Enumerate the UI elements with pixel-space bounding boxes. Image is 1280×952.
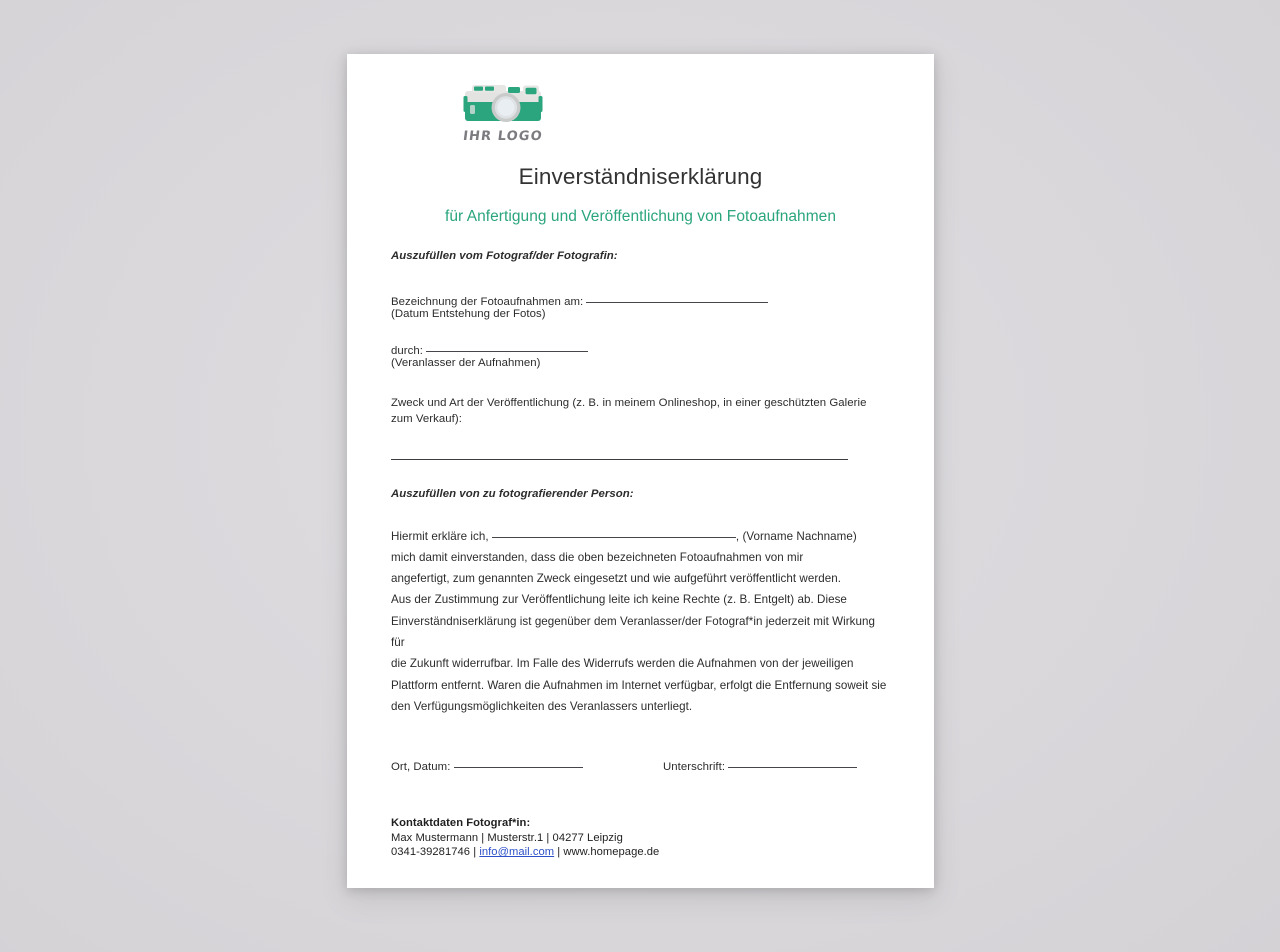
purpose-answer-rule[interactable]: [391, 459, 848, 460]
declaration-intro: Hiermit erkläre ich,: [391, 529, 489, 543]
footer-address: Max Mustermann | Musterstr.1 | 04277 Leipzig: [391, 831, 623, 844]
footer-contact-line: [391, 845, 659, 860]
logo-wordmark: IHR LOGO: [462, 129, 544, 144]
footer-phone: 0341-39281746: [391, 846, 471, 859]
signature-field: [663, 758, 857, 773]
declaration-line: mich damit einverstanden, dass die oben bezeichneten Fotoaufnahmen von mir: [391, 550, 804, 564]
document-page: [347, 54, 934, 888]
footer-separator-1: |: [470, 846, 480, 859]
declaration-line: die Zukunft widerrufbar. Im Falle des Widerrufs werden die Aufnahmen von der jeweiligen: [391, 657, 854, 671]
declaration-name-hint: , (Vorname Nachname): [735, 529, 857, 543]
logo-block: [461, 78, 553, 144]
declaration-line: Aus der Zustimmung zur Veröffentlichung leite ich keine Rechte (z. B. Entgelt) ab. Diese: [391, 593, 847, 607]
footer-heading: Kontaktdaten Fotograf*in:: [391, 817, 531, 829]
page-subtitle: für Anfertigung und Veröffentlichung von Fotoaufnahmen: [444, 208, 837, 225]
field-shoot-date-blank[interactable]: [586, 293, 768, 303]
field-by-row: [391, 342, 890, 357]
declaration-block: [391, 526, 890, 718]
declaration-line: Einverständniserklärung ist gegenüber dem Veranlasser/der Fotograf*in jederzeit mit Wirkung für: [391, 614, 875, 650]
footer-website: www.homepage.de: [563, 846, 660, 859]
declaration-line: Plattform entfernt. Waren die Aufnahmen im Internet verfügbar, erfolgt die Entfernung soweit sie: [391, 678, 887, 692]
field-by-hint: (Veranlasser der Aufnahmen): [391, 357, 541, 369]
declaration-line: den Verfügungsmöglichkeiten des Veranlassers unterliegt.: [391, 699, 693, 713]
camera-icon: [461, 78, 545, 128]
place-date-blank[interactable]: [454, 758, 583, 768]
field-by-label: durch:: [391, 345, 423, 357]
signature-row: [391, 758, 890, 773]
field-shoot-date-row: [391, 293, 890, 308]
place-date-label: Ort, Datum:: [391, 761, 451, 774]
section-label-subject: Auszufüllen von zu fotografierender Person:: [391, 487, 634, 500]
signature-label: Unterschrift:: [663, 761, 726, 774]
declaration-name-blank[interactable]: [492, 528, 736, 538]
section-label-photographer: Auszufüllen vom Fotograf/der Fotografin:: [391, 250, 618, 262]
footer-email-link[interactable]: info@mail.com: [479, 846, 555, 859]
declaration-name-row: [391, 526, 890, 547]
footer-contact: [391, 816, 659, 860]
footer-separator-2: |: [554, 846, 564, 859]
field-shoot-date-label: Bezeichnung der Fotoaufnahmen am:: [391, 296, 584, 308]
document-body: [391, 250, 890, 773]
place-date-field: [391, 758, 663, 773]
page-title: Einverständniserklärung: [518, 164, 763, 189]
purpose-paragraph: Zweck und Art der Veröffentlichung (z. B. in meinem Onlineshop, in einer geschützten Galerie zum Verkauf):: [391, 397, 867, 425]
declaration-line: angefertigt, zum genannten Zweck eingesetzt und wie aufgeführt veröffentlicht werden.: [391, 572, 842, 586]
field-by-blank[interactable]: [426, 342, 588, 352]
page-content-area: [391, 54, 890, 888]
signature-blank[interactable]: [728, 758, 857, 768]
field-shoot-date-hint: (Datum Entstehung der Fotos): [391, 308, 546, 320]
